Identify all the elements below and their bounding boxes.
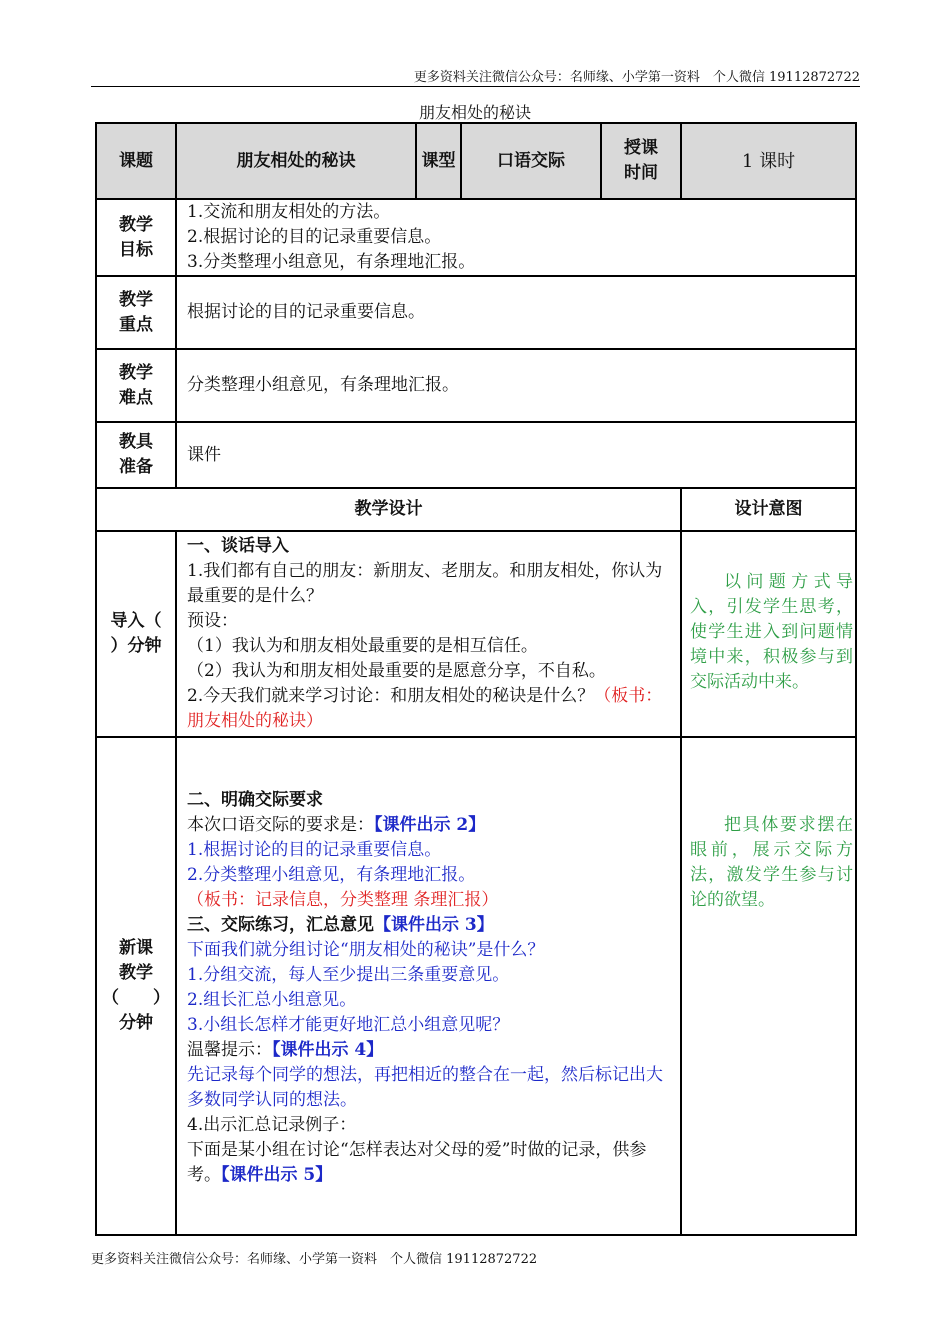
intro-intent [681,531,856,737]
header-divider [91,86,860,87]
table-row-new-lesson [96,737,856,1235]
label-key [96,276,176,349]
label-time-line2: 时间 [624,163,658,183]
key-content: 根据讨论的目的记录重要信息。 [176,276,856,349]
table-row-section-headers [96,488,856,531]
new-tip [187,1038,678,1063]
intro-intent-text: 以问题方式导入，引发学生思考，使学生进入到问题情境中来，积极参与到交际活动中来。 [690,572,853,692]
label-intro-line1: 导入（ [110,611,162,631]
new-req [187,813,678,838]
table-row-difficulty [96,349,856,422]
label-topic: 课题 [96,123,176,199]
footer-note: 更多资料关注微信公众号：名师缘、小学第一资料 个人微信 19112872722 [91,1252,538,1267]
label-type: 课型 [416,123,461,199]
label-new-lesson [96,737,176,1235]
new-heading-3-text: 三、交际练习，汇总意见 [187,915,374,935]
label-tools-line1: 教具 [119,432,153,452]
new-s2: 2.组长汇总小组意见。 [187,990,357,1010]
tools-content: 课件 [176,422,856,488]
label-new-line2: 教学 [119,963,153,983]
time-value: 1 课时 [681,123,856,199]
new-lesson-content [176,737,681,1235]
lesson-plan-table [95,122,857,1236]
label-difficulty-line2: 难点 [119,387,153,408]
intent-header: 设计意图 [681,488,856,531]
new-lesson-intent [681,737,856,1235]
table-row-key [96,276,856,349]
label-intro-line2: ）分钟 [110,636,162,656]
table-row-goals [96,199,856,276]
design-header: 教学设计 [96,488,681,531]
new-s1: 1.分组交流，每人至少提出三条重要意见。 [187,965,510,985]
new-tip-text: 先记录每个同学的想法，再把相近的整合在一起，然后标记出大多数同学认同的想法。 [187,1065,663,1110]
type-value: 口语交际 [461,123,601,199]
goal-item: 2.根据讨论的目的记录重要信息。 [187,227,442,247]
label-key-line2: 重点 [119,314,153,335]
intro-p2: 预设： [187,611,238,631]
label-tools [96,422,176,488]
intro-p3: （1）我认为和朋友相处最重要的是相互信任。 [187,636,538,656]
table-row-topic [96,123,856,199]
intro-p4: （2）我认为和朋友相处最重要的是愿意分享，不自私。 [187,661,606,681]
label-time-line1: 授课 [624,138,658,158]
table-row-intro [96,531,856,737]
label-time [601,123,681,199]
new-s5-tag: 【课件出示 5】 [221,1165,333,1185]
intro-heading: 一、谈话导入 [187,536,289,556]
new-heading-3 [187,913,678,938]
label-new-line3: （ ） [102,988,170,1008]
new-s3: 3.小组长怎样才能更好地汇总小组意见呢？ [187,1015,510,1035]
topic-value: 朋友相处的秘诀 [176,123,416,199]
new-s5 [187,1138,678,1188]
new-tip-label: 温馨提示： [187,1040,272,1060]
goal-item: 3.分类整理小组意见，有条理地汇报。 [187,252,476,272]
intro-content [176,531,681,737]
new-s5-text: 下面是某小组在讨论“怎样表达对父母的爱”时做的记录，供参考。 [187,1140,647,1185]
label-difficulty-line1: 教学 [119,362,153,383]
goals-content [176,199,856,276]
table-row-tools [96,422,856,488]
label-intro [96,531,176,737]
new-req-text: 本次口语交际的要求是： [187,815,374,835]
header-note: 更多资料关注微信公众号：名师缘、小学第一资料 个人微信 19112872722 [413,70,860,85]
label-goals-line2: 目标 [119,239,153,260]
label-goals-line1: 教学 [119,214,153,235]
label-difficulty [96,349,176,422]
new-req-tag: 【课件出示 2】 [374,815,486,835]
new-r2: 2.分类整理小组意见，有条理地汇报。 [187,865,476,885]
label-new-line4: 分钟 [119,1013,153,1033]
label-tools-line2: 准备 [119,457,153,477]
new-question: 下面我们就分组讨论“朋友相处的秘诀”是什么？ [187,940,545,960]
label-goals [96,199,176,276]
intro-p5-text: 2.今天我们就来学习讨论：和朋友相处的秘诀是什么？ [187,686,595,706]
document-title: 朋友相处的秘诀 [418,103,531,122]
label-key-line1: 教学 [119,289,153,310]
new-tip-tag: 【课件出示 4】 [272,1040,384,1060]
new-intent-text: 把具体要求摆在眼前，展示交际方法，激发学生参与讨论的欲望。 [690,815,853,910]
goal-item: 1.交流和朋友相处的方法。 [187,202,391,222]
new-s4: 4.出示汇总记录例子： [187,1115,357,1135]
new-r1: 1.根据讨论的目的记录重要信息。 [187,840,442,860]
new-board-note: （板书：记录信息，分类整理 条理汇报） [187,890,499,910]
intro-p1: 1.我们都有自己的朋友：新朋友、老朋友。和朋友相处，你认为最重要的是什么？ [187,561,663,606]
new-heading-3-tag: 【课件出示 3】 [374,915,494,935]
label-new-line1: 新课 [119,938,153,958]
intro-board-note: （板书：朋友相处的秘诀） [187,686,663,731]
new-heading-2: 二、明确交际要求 [187,790,323,810]
intro-p5 [187,684,678,734]
difficulty-content: 分类整理小组意见，有条理地汇报。 [176,349,856,422]
